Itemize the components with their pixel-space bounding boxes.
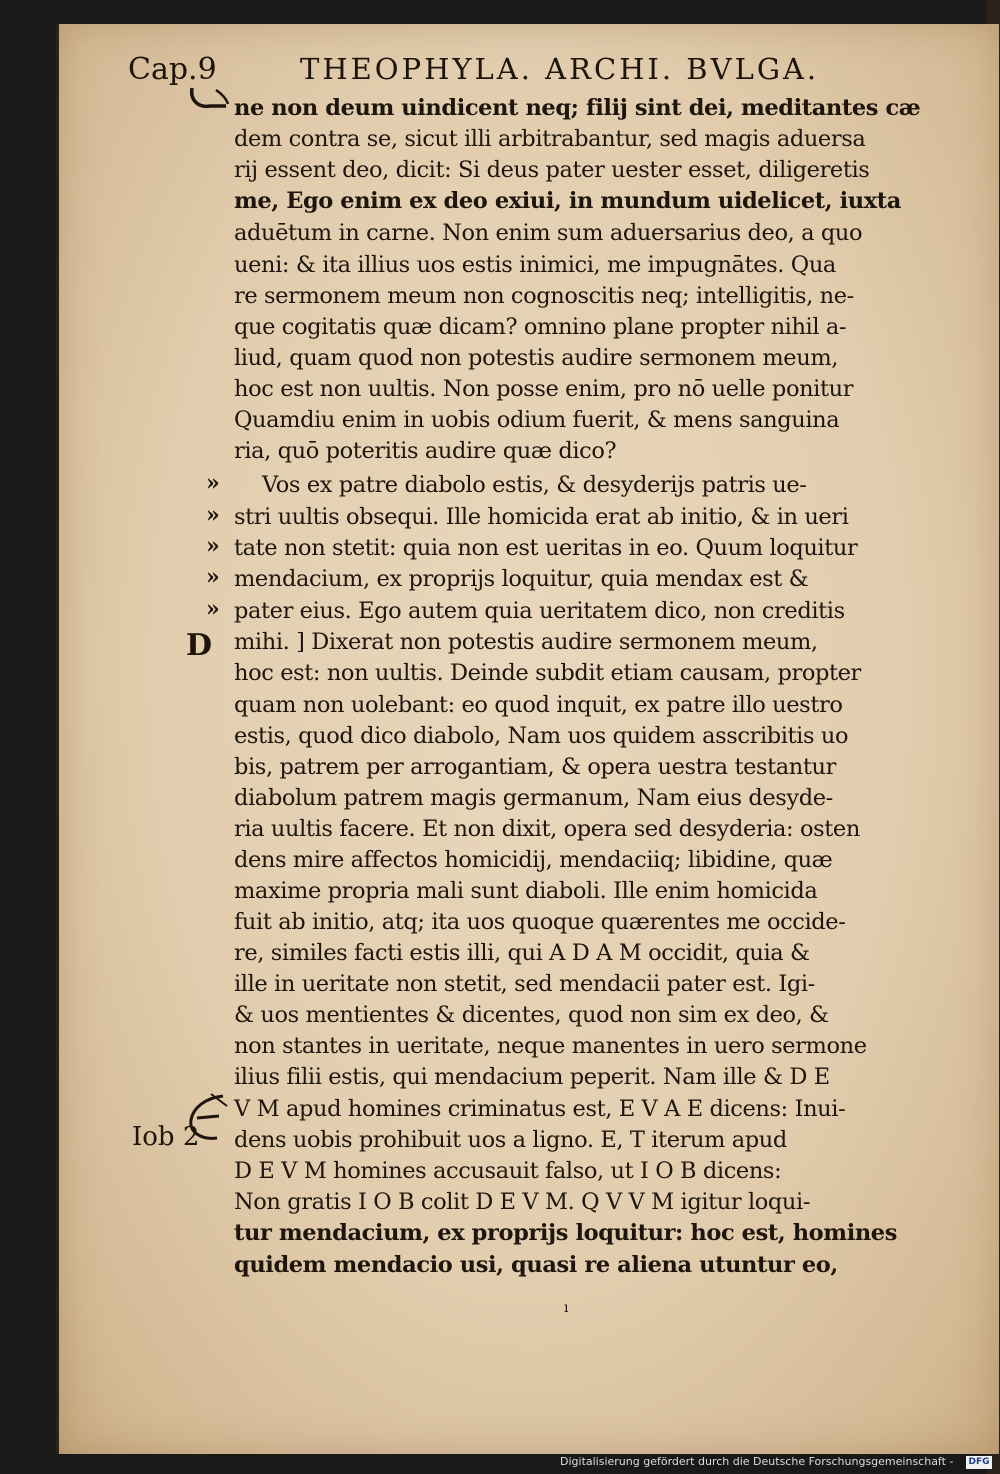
text-line: diabolum patrem magis germanum, Nam eius desyde- <box>234 785 833 811</box>
chapter-label: Cap.9 <box>128 52 217 87</box>
text-line: rij essent deo, dicit: Si deus pater uester esset, diligeretis <box>234 157 870 183</box>
running-title: THEOPHYLA. ARCHI. BVLGA. <box>300 52 820 86</box>
text-line: Vos ex patre diabolo estis, & desyderijs patris ue- <box>262 472 807 498</box>
text-line: me, Ego enim ex deo exiui, in mundum uidelicet, iuxta <box>234 188 901 214</box>
margin-quote-mark: » <box>206 596 220 622</box>
text-line: D E V M homines accusauit falso, ut I O B dicens: <box>234 1158 782 1184</box>
text-line: dens uobis prohibuit uos a ligno. E, T iterum apud <box>234 1127 787 1153</box>
text-line: fuit ab initio, atq; ita uos quoque quærentes me occide- <box>234 909 846 935</box>
text-line: re sermonem meum non cognoscitis neq; intelligitis, ne- <box>234 283 854 309</box>
text-line: Non gratis I O B colit D E V M. Q V V M igitur loqui- <box>234 1189 811 1215</box>
ornamental-initial-mark <box>183 1090 231 1146</box>
text-line: non stantes in ueritate, neque manentes in uero sermone <box>234 1033 867 1059</box>
text-line: pater eius. Ego autem quia ueritatem dico, non creditis <box>234 598 845 624</box>
text-line: hoc est: non uultis. Deinde subdit etiam causam, propter <box>234 660 861 686</box>
text-line: dem contra se, sicut illi arbitrabantur, sed magis aduersa <box>234 126 866 152</box>
margin-quote-mark: » <box>206 564 220 590</box>
text-line: tur mendacium, ex proprijs loquitur: hoc est, homines <box>234 1220 897 1246</box>
text-line: ria uultis facere. Et non dixit, opera sed desyderia: osten <box>234 816 860 842</box>
text-line: ria, quō poteritis audire quæ dico? <box>234 438 617 464</box>
text-line: tate non stetit: quia non est ueritas in eo. Quum loquitur <box>234 535 858 561</box>
text-line: hoc est non uultis. Non posse enim, pro nō uelle ponitur <box>234 376 854 402</box>
text-line: stri uultis obsequi. Ille homicida erat ab initio, & in ueri <box>234 504 849 530</box>
signature-mark: ı <box>564 1300 569 1316</box>
text-line: V M apud homines criminatus est, E V A E dicens: Inui- <box>234 1096 846 1122</box>
margin-quote-mark: » <box>206 502 220 528</box>
text-line: Quamdiu enim in uobis odium fuerit, & mens sanguina <box>234 407 840 433</box>
text-line: bis, patrem per arrogantiam, & opera uestra testantur <box>234 754 836 780</box>
text-line: liud, quam quod non potestis audire sermonem meum, <box>234 345 839 371</box>
text-line: aduētum in carne. Non enim sum aduersarius deo, a quo <box>234 220 863 246</box>
text-line: dens mire affectos homicidij, mendaciiq; libidine, quæ <box>234 847 833 873</box>
text-line: re, similes facti estis illi, qui A D A M occidit, quia & <box>234 940 810 966</box>
text-line: ueni: & ita illius uos estis inimici, me impugnātes. Qua <box>234 252 836 278</box>
text-line: estis, quod dico diabolo, Nam uos quidem asscribitis uo <box>234 723 849 749</box>
text-line: mihi. ] Dixerat non potestis audire sermonem meum, <box>234 629 818 655</box>
text-line: que cogitatis quæ dicam? omnino plane propter nihil a- <box>234 314 847 340</box>
margin-quote-mark: » <box>206 533 220 559</box>
text-line: ne non deum uindicent neq; filij sint dei, meditantes cæ <box>234 95 921 121</box>
margin-section-letter: D <box>186 628 213 663</box>
dfg-logo: DFG <box>966 1456 992 1469</box>
text-line: mendacium, ex proprijs loquitur, quia mendax est & <box>234 566 809 592</box>
margin-reference: Iob 2 <box>132 1122 200 1152</box>
text-line: ilius filii estis, qui mendacium peperit. Nam ille & D E <box>234 1064 830 1090</box>
margin-quote-mark: » <box>206 470 220 496</box>
text-line: quam non uolebant: eo quod inquit, ex patre illo uestro <box>234 692 843 718</box>
digitization-credit: Digitalisierung gefördert durch die Deutsche Forschungsgemeinschaft - <box>560 1455 954 1468</box>
ornamental-initial-mark <box>186 84 232 114</box>
text-line: quidem mendacio usi, quasi re aliena utuntur eo, <box>234 1252 838 1278</box>
text-line: & uos mentientes & dicentes, quod non sim ex deo, & <box>234 1002 829 1028</box>
text-line: ille in ueritate non stetit, sed mendacii pater est. Igi- <box>234 971 815 997</box>
text-line: maxime propria mali sunt diaboli. Ille enim homicida <box>234 878 818 904</box>
